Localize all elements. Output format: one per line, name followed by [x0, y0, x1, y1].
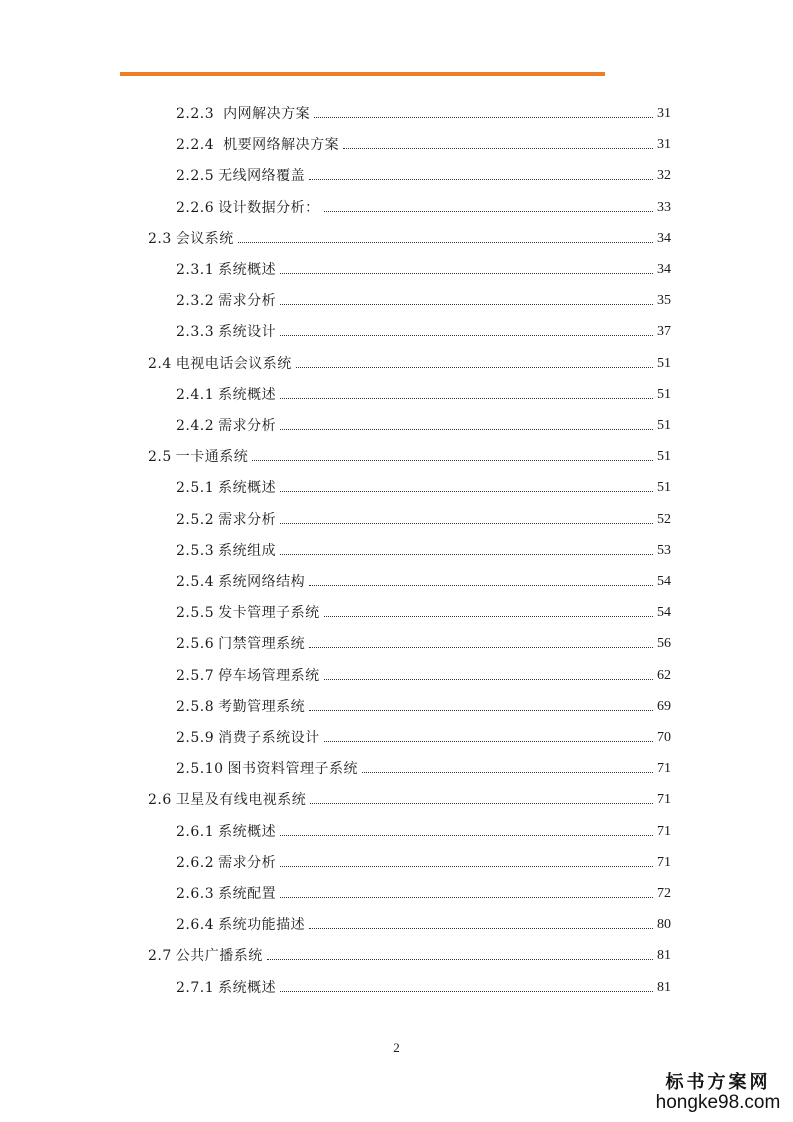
toc-entry-number: 2.5.4 — [176, 574, 215, 590]
toc-entry-number: 2.3.3 — [176, 324, 215, 341]
toc-entry-number: 2.5.10 — [176, 761, 224, 778]
toc-entry-page: 72 — [657, 886, 671, 901]
toc-dot-leader — [324, 210, 653, 212]
toc-entry[interactable] — [0, 880, 671, 904]
toc-entry[interactable] — [0, 100, 671, 124]
toc-entry[interactable] — [0, 786, 671, 810]
toc-entry-number: 2.5.2 — [176, 511, 215, 528]
toc-entry-page: 51 — [657, 449, 671, 465]
toc-dot-leader — [309, 709, 653, 711]
toc-entry-title: 门禁管理系统 — [218, 636, 306, 653]
toc-entry[interactable] — [0, 287, 671, 311]
toc-dot-leader — [280, 990, 653, 992]
toc-dot-leader — [309, 584, 653, 586]
toc-entry-page: 62 — [657, 667, 671, 683]
watermark-chinese-text: 标书方案网 — [665, 1072, 771, 1093]
toc-entry-page: 33 — [657, 199, 671, 215]
toc-entry[interactable] — [0, 630, 671, 654]
toc-dot-leader — [280, 272, 653, 274]
toc-dot-leader — [280, 428, 653, 430]
toc-entry[interactable] — [0, 755, 671, 779]
toc-dot-leader — [280, 490, 653, 492]
toc-dot-leader — [280, 865, 653, 867]
toc-entry[interactable] — [0, 381, 671, 405]
toc-entry-page: 35 — [657, 293, 671, 309]
toc-entry-page: 81 — [657, 979, 671, 995]
toc-dot-leader — [280, 896, 653, 898]
toc-entry[interactable] — [0, 256, 671, 280]
toc-dot-leader — [280, 334, 653, 336]
toc-entry-number: 2.3.2 — [176, 293, 215, 310]
toc-entry-page: 80 — [657, 917, 671, 933]
toc-entry-title: 系统概述 — [218, 823, 277, 840]
toc-entry-title: 需求分析 — [218, 418, 277, 434]
toc-entry[interactable] — [0, 131, 671, 155]
toc-entry-number: 2.5.8 — [176, 698, 215, 715]
toc-entry-title: 设计数据分析： — [218, 199, 320, 216]
toc-entry-title: 系统概述 — [218, 480, 277, 497]
toc-entry[interactable] — [0, 974, 671, 998]
toc-dot-leader — [280, 553, 653, 555]
toc-entry-title: 消费子系统设计 — [218, 730, 320, 746]
site-watermark — [653, 1068, 783, 1114]
toc-entry[interactable] — [0, 225, 671, 249]
toc-dot-leader — [252, 459, 653, 461]
toc-entry-number: 2.6.2 — [176, 854, 215, 871]
toc-dot-leader — [309, 178, 653, 180]
toc-dot-leader — [280, 834, 653, 836]
toc-entry-number: 2.5 — [148, 449, 172, 466]
toc-entry[interactable] — [0, 724, 671, 748]
toc-entry-title: 系统网络结构 — [218, 574, 306, 590]
toc-entry-page: 51 — [657, 355, 671, 371]
toc-entry[interactable] — [0, 568, 671, 592]
toc-entry[interactable] — [0, 350, 671, 374]
toc-entry-title: 系统概述 — [218, 386, 277, 403]
toc-dot-leader — [324, 615, 653, 617]
toc-entry-title: 电视电话会议系统 — [175, 355, 292, 372]
toc-entry-title: 系统设计 — [218, 324, 277, 341]
toc-entry-page: 34 — [657, 230, 671, 246]
toc-entry[interactable] — [0, 662, 671, 686]
toc-entry-page: 69 — [657, 698, 671, 714]
toc-dot-leader — [309, 927, 653, 929]
toc-entry[interactable] — [0, 693, 671, 717]
toc-entry-page: 56 — [657, 636, 671, 652]
toc-entry-title: 需求分析 — [218, 854, 277, 871]
toc-entry-title: 停车场管理系统 — [218, 667, 320, 684]
toc-entry-page: 70 — [657, 730, 671, 745]
toc-entry-page: 71 — [657, 854, 671, 870]
toc-entry-title: 需求分析 — [218, 511, 277, 528]
toc-entry-title: 考勤管理系统 — [218, 698, 306, 715]
toc-dot-leader — [314, 116, 653, 118]
toc-entry-page: 34 — [657, 262, 671, 277]
toc-entry-title: 系统功能描述 — [218, 917, 306, 934]
toc-entry-number: 2.6.3 — [176, 886, 215, 902]
toc-entry-page: 32 — [657, 168, 671, 184]
toc-entry-page: 31 — [657, 137, 671, 153]
toc-dot-leader — [362, 771, 653, 773]
toc-entry-title: 会议系统 — [175, 230, 234, 247]
toc-entry-page: 54 — [657, 574, 671, 589]
toc-entry-page: 31 — [657, 106, 671, 121]
toc-entry-number: 2.2.6 — [176, 199, 215, 216]
toc-entry-page: 52 — [657, 511, 671, 527]
toc-entry-title: 系统概述 — [218, 979, 277, 996]
toc-entry-page: 51 — [657, 480, 671, 496]
toc-entry-page: 37 — [657, 324, 671, 340]
toc-dot-leader — [324, 678, 653, 680]
toc-entry[interactable] — [0, 599, 671, 623]
toc-entry-number: 2.7.1 — [176, 979, 215, 996]
toc-dot-leader — [324, 740, 653, 742]
toc-entry[interactable] — [0, 194, 671, 218]
toc-entry[interactable] — [0, 506, 671, 530]
toc-dot-leader — [280, 303, 653, 305]
toc-entry-title: 系统组成 — [218, 542, 277, 559]
toc-entry-title: 系统概述 — [218, 262, 277, 278]
toc-entry-page: 71 — [657, 823, 671, 839]
toc-entry-title: 需求分析 — [218, 293, 277, 310]
toc-entry-number: 2.5.5 — [176, 605, 215, 622]
toc-entry-title: 卫星及有线电视系统 — [175, 792, 307, 809]
toc-entry-number: 2.4 — [148, 355, 172, 372]
toc-entry-title: 系统配置 — [218, 886, 277, 902]
toc-entry-number: 2.2.5 — [176, 168, 215, 185]
toc-entry-page: 51 — [657, 386, 671, 402]
toc-dot-leader — [238, 241, 653, 243]
toc-dot-leader — [280, 397, 653, 399]
toc-entry-page: 81 — [657, 948, 671, 964]
toc-entry-page: 53 — [657, 542, 671, 558]
toc-entry-title: 发卡管理子系统 — [218, 605, 320, 622]
toc-entry-number: 2.6 — [148, 792, 172, 809]
toc-dot-leader — [267, 958, 653, 960]
toc-dot-leader — [343, 147, 653, 149]
watermark-domain-text: hongke98.com — [655, 1092, 781, 1113]
toc-entry[interactable] — [0, 474, 671, 498]
toc-entry[interactable] — [0, 443, 671, 467]
toc-entry-number: 2.2.4 — [176, 137, 215, 154]
toc-dot-leader — [310, 802, 653, 804]
toc-entry-number: 2.3.1 — [176, 262, 215, 278]
toc-entry-page: 71 — [657, 761, 671, 777]
toc-entry-title: 图书资料管理子系统 — [227, 761, 359, 778]
page-number: 2 — [393, 1040, 400, 1055]
toc-entry[interactable] — [0, 818, 671, 842]
toc-entry-number: 2.5.1 — [176, 480, 215, 497]
toc-entry-number: 2.6.1 — [176, 823, 215, 840]
toc-entry[interactable] — [0, 942, 671, 966]
toc-entry-number: 2.5.3 — [176, 542, 215, 559]
toc-dot-leader — [296, 366, 653, 368]
toc-entry-title: 机要网络解决方案 — [218, 137, 340, 154]
toc-dot-leader — [280, 522, 653, 524]
toc-entry-page: 71 — [657, 792, 671, 808]
toc-dot-leader — [309, 646, 653, 648]
toc-entry[interactable] — [0, 911, 671, 935]
toc-entry-title: 公共广播系统 — [175, 948, 263, 965]
toc-entry-title: 内网解决方案 — [218, 106, 311, 122]
toc-entry[interactable] — [0, 412, 671, 436]
header-accent-rule — [120, 72, 605, 76]
toc-entry-number: 2.7 — [148, 948, 172, 965]
toc-entry-title: 无线网络覆盖 — [218, 168, 306, 185]
toc-entry[interactable] — [0, 162, 671, 186]
toc-entry-title: 一卡通系统 — [175, 449, 249, 466]
toc-entry-number: 2.6.4 — [176, 917, 215, 934]
toc-entry-page: 54 — [657, 605, 671, 621]
toc-entry-number: 2.3 — [148, 230, 172, 247]
toc-entry-number: 2.5.7 — [176, 667, 215, 684]
toc-entry-page: 51 — [657, 418, 671, 433]
toc-entry[interactable] — [0, 849, 671, 873]
toc-entry-number: 2.5.9 — [176, 730, 215, 746]
toc-entry-number: 2.4.1 — [176, 386, 215, 403]
toc-entry-number: 2.5.6 — [176, 636, 215, 653]
toc-entry[interactable] — [0, 318, 671, 342]
toc-entry-number: 2.2.3 — [176, 106, 215, 122]
toc-entry-number: 2.4.2 — [176, 418, 215, 434]
toc-entry[interactable] — [0, 537, 671, 561]
